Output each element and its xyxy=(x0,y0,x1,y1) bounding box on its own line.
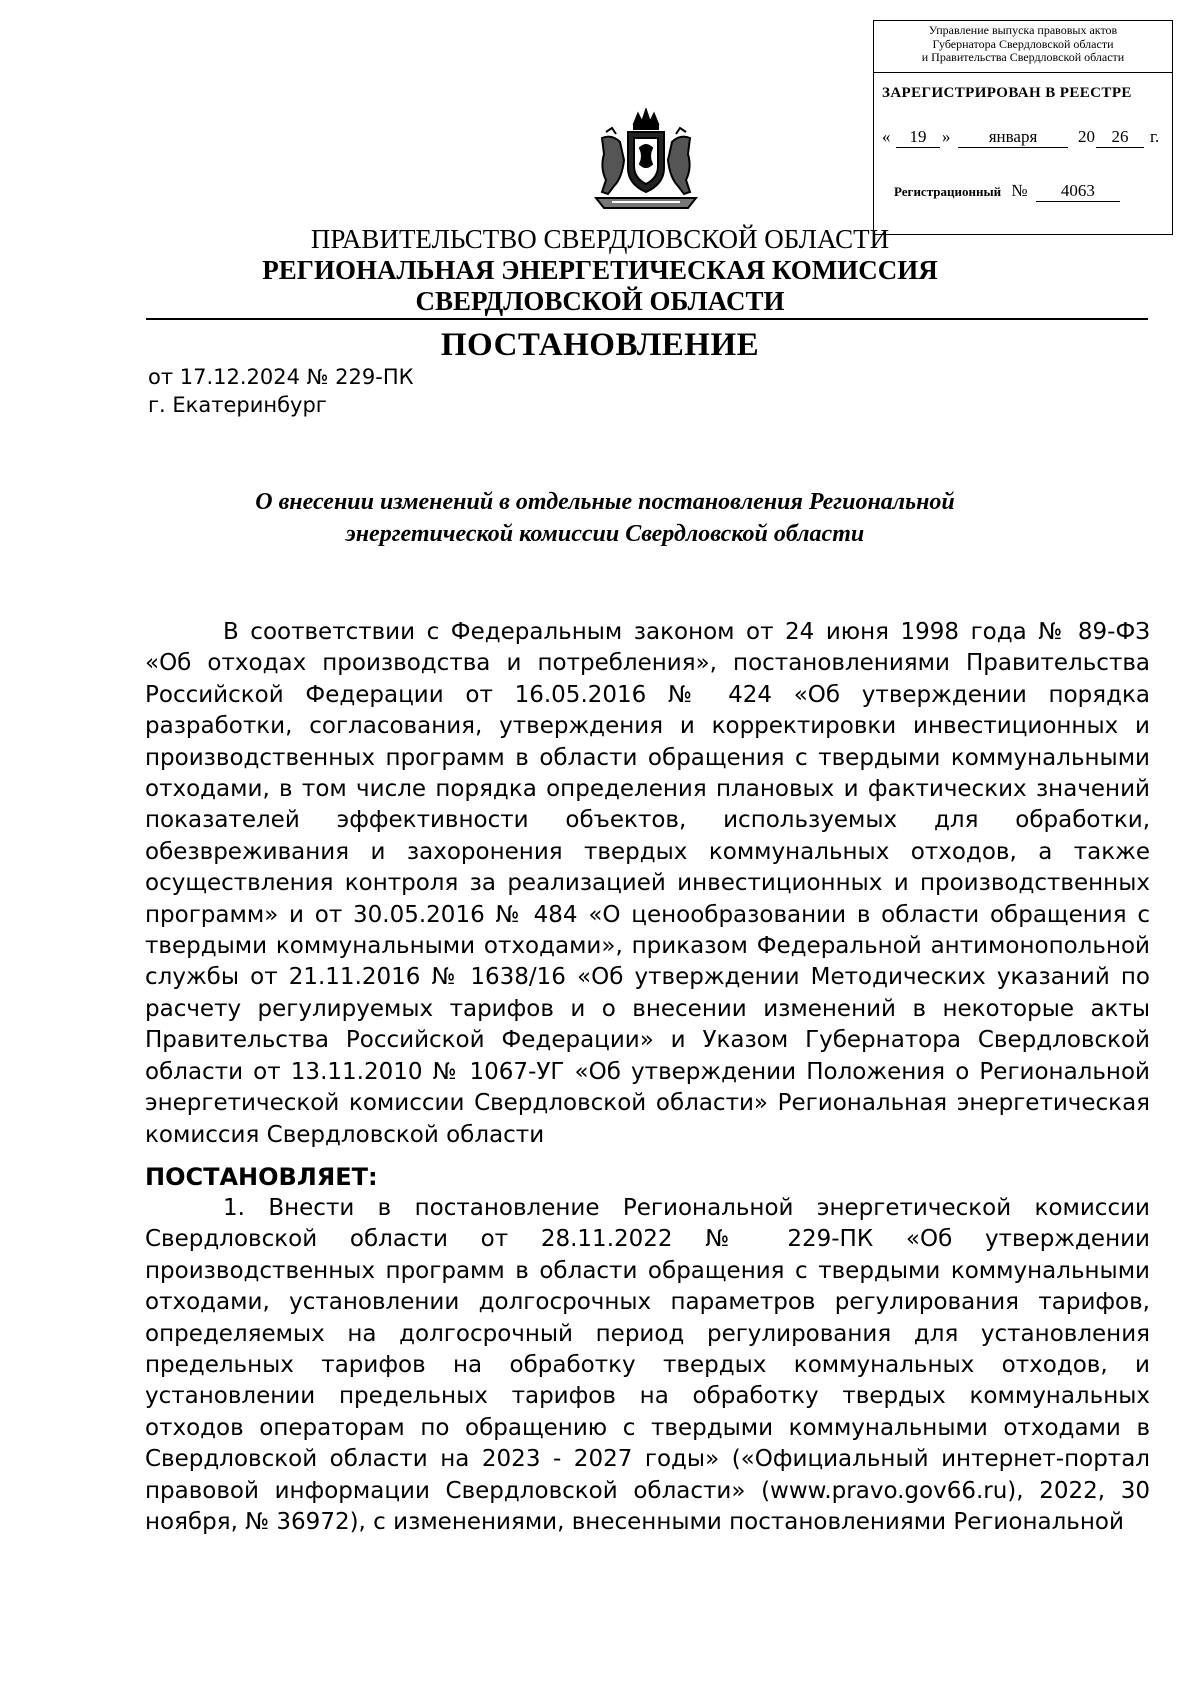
stamp-reg-number: 4063 xyxy=(1036,181,1120,202)
subject-line: энергетической комиссии Свердловской области xyxy=(345,521,865,547)
stamp-date xyxy=(882,127,1166,149)
stamp-year-prefix: 20 xyxy=(1078,127,1095,146)
coat-of-arms-graphic xyxy=(582,108,710,216)
stamp-number-line xyxy=(894,181,1120,202)
stamp-registered-label: ЗАРЕГИСТРИРОВАН В РЕЕСТРЕ xyxy=(882,85,1132,101)
stamp-month: января xyxy=(958,127,1068,148)
subject-line: О внесении изменений в отдельные постановления Региональной xyxy=(255,489,955,515)
stamp-year-suffix: 26 xyxy=(1096,127,1144,148)
stamp-header-line: и Правительства Свердловской области xyxy=(921,50,1125,64)
stamp-reg-label: Регистрационный xyxy=(894,184,1002,199)
document-date-number: от 17.12.2024 № 229-ПК xyxy=(148,365,414,389)
document-subject xyxy=(140,486,1070,550)
government-name: ПРАВИТЕЛЬСТВО СВЕРДЛОВСКОЙ ОБЛАСТИ xyxy=(310,224,890,254)
preamble-paragraph xyxy=(145,617,1150,1151)
stamp-quote-open: « xyxy=(882,127,891,146)
resolves-heading: ПОСТАНОВЛЯЕТ: xyxy=(145,1163,378,1191)
stamp-year-unit: г. xyxy=(1150,127,1160,146)
stamp-header-line: Управление выпуска правовых актов xyxy=(928,23,1118,37)
document-city: г. Екатеринбург xyxy=(148,393,327,417)
item-1-paragraph xyxy=(145,1193,1150,1538)
item-1-text: 1. Внести в постановление Региональной энергетической комиссии Свердловской области от 28.11.2022 № 229-ПК «Об утверждении производственных программ в области обращения с твердыми коммунальными отходами, установлении долгосрочных параметров регулирования тарифов, определяемых на долгосрочный период регулирования для установления предельных тарифов на обработку твердых коммунальных отходов, и установлении предельных тарифов на обработку твердых коммунальных отходов операторам по обращению с твердыми коммунальными отходами в Свердловской области на 2023 - 2027 годы» («Официальный интернет-портал правовой информации Свердловской области» (www.pravo.gov66.ru), 2022, 30 ноября, № 36972), с изменениями, внесенными постановлениями Региональной xyxy=(145,1195,1150,1536)
sverdlovsk-coat-of-arms-icon xyxy=(582,108,710,216)
stamp-day: 19 xyxy=(896,127,940,148)
stamp-header-line: Губернатора Свердловской области xyxy=(932,36,1114,51)
document-type: ПОСТАНОВЛЕНИЕ xyxy=(440,327,760,363)
stamp-header xyxy=(874,21,1172,73)
preamble-text: В соответствии с Федеральным законом от 24 июня 1998 года № 89-ФЗ «Об отходах производства и потребления», постановлениями Правительства Российской Федерации от 16.05.2016 № 424 «Об утверждении порядка разработки, согласования, утверждения и корректировки инвестиционных и производственных программ в области обращения с твердыми коммунальными отходами, в том числе порядка определения плановых и фактических значений показателей эффективности объектов, используемых для обработки, обезвреживания и захоронения твердых коммунальных отходов, а также осуществления контроля за реализацией инвестиционных и производственных программ» и от 30.05.2016 № 484 «О ценообразовании в области обращения с твердыми коммунальными отходами», приказом Федеральной антимонопольной службы от 21.11.2016 № 1638/16 «Об утверждении Методических указаний по расчету регулируемых тарифов и о внесении изменений в некоторые акты Правительства Российской Федерации» и Указом Губернатора Свердловской области от 13.11.2010 № 1067-УГ «Об утверждении Положения о Региональной энергетической комиссии Свердловской области» Региональная энергетическая комиссия Свердловской области xyxy=(145,619,1150,1148)
registration-stamp xyxy=(873,20,1173,235)
commission-name-line2: СВЕРДЛОВСКОЙ ОБЛАСТИ xyxy=(415,286,785,316)
header-divider xyxy=(146,318,1148,320)
stamp-quote-close: » xyxy=(942,127,951,146)
stamp-number-sign: № xyxy=(1011,181,1028,200)
commission-name-line1: РЕГИОНАЛЬНАЯ ЭНЕРГЕТИЧЕСКАЯ КОМИССИЯ xyxy=(262,255,938,285)
